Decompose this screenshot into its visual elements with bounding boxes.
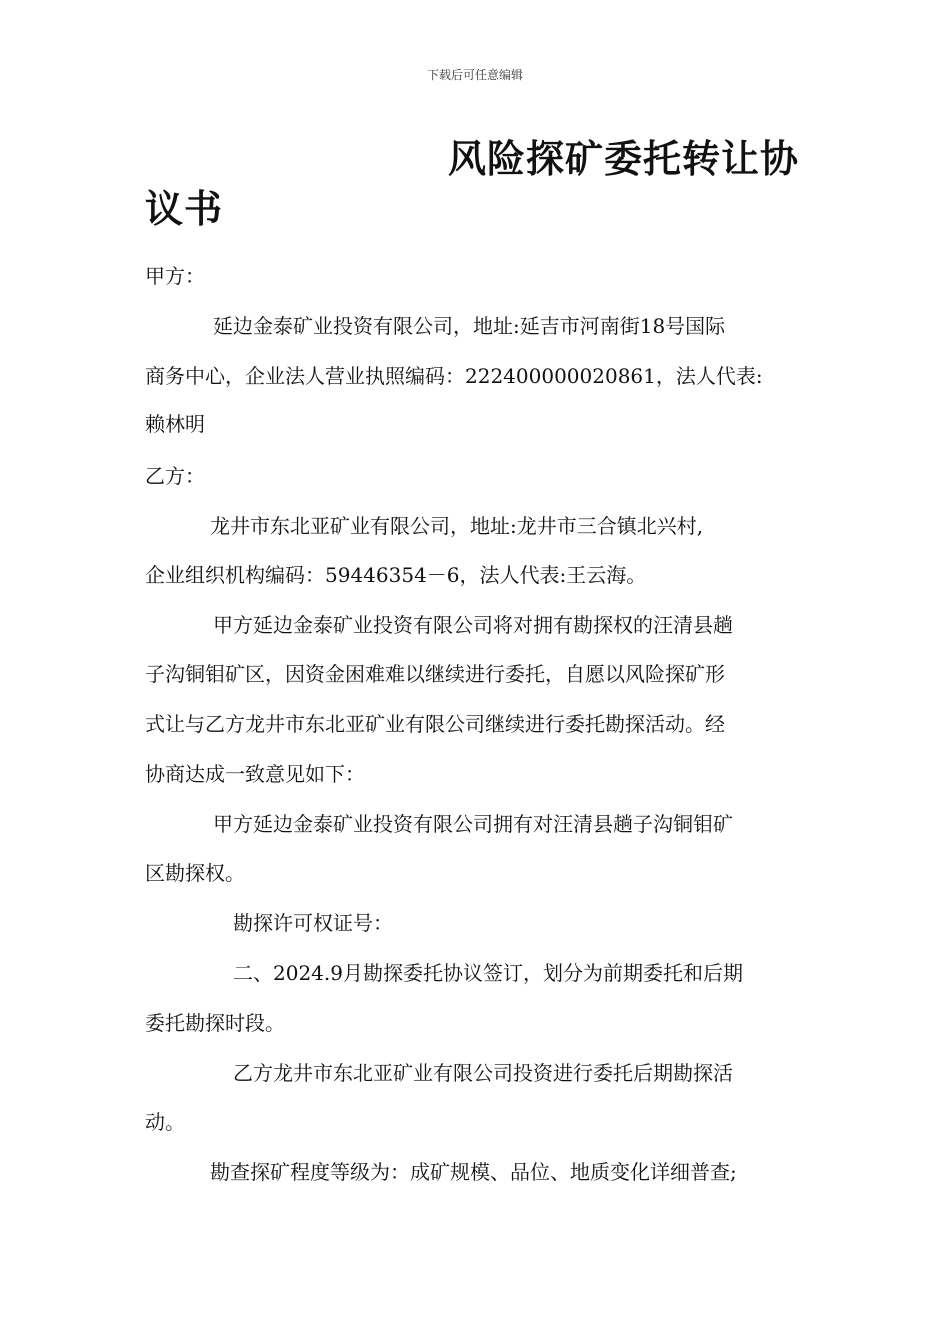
paragraph-line: 甲方延边金泰矿业投资有限公司拥有对汪清县趟子沟铜钼矿 (213, 812, 733, 836)
paragraph-line: 赖林明 (145, 412, 205, 436)
paragraph-line: 二、2024.9月勘探委托协议签订，划分为前期委托和后期 (233, 961, 743, 985)
page-header-note: 下载后可任意编辑 (426, 68, 523, 82)
paragraph-line: 勘探许可权证号： (233, 911, 393, 935)
paragraph-line: 协商达成一致意见如下： (145, 762, 365, 786)
paragraph-line: 委托勘探时段。 (145, 1011, 285, 1035)
paragraph-line: 企业组织机构编码：59446354－6，法人代表:王云海。 (145, 563, 647, 587)
document-title-line-1: 风险探矿委托转让协 (448, 136, 800, 181)
paragraph-line: 区勘探权。 (145, 861, 245, 885)
paragraph-line: 龙井市东北亚矿业有限公司，地址:龙井市三合镇北兴村, (210, 514, 704, 538)
document-title-line-2: 议书 (145, 186, 224, 231)
paragraph-line: 乙方龙井市东北亚矿业有限公司投资进行委托后期勘探活 (233, 1061, 733, 1085)
paragraph-line: 延边金泰矿业投资有限公司，地址:延吉市河南街18号国际 (213, 314, 726, 338)
party-a-label: 甲方： (145, 264, 205, 288)
paragraph-line: 子沟铜钼矿区，因资金困难难以继续进行委托，自愿以风险探矿形 (145, 662, 725, 686)
party-b-label: 乙方： (145, 464, 205, 488)
paragraph-line: 商务中心，企业法人营业执照编码：222400000020861，法人代表: (145, 364, 763, 388)
paragraph-line: 式让与乙方龙井市东北亚矿业有限公司继续进行委托勘探活动。经 (145, 712, 725, 736)
paragraph-line: 勘查探矿程度等级为：成矿规模、品位、地质变化详细普查; (210, 1160, 737, 1184)
paragraph-line: 动。 (145, 1110, 185, 1134)
paragraph-line: 甲方延边金泰矿业投资有限公司将对拥有勘探权的汪清县趟 (213, 613, 733, 637)
